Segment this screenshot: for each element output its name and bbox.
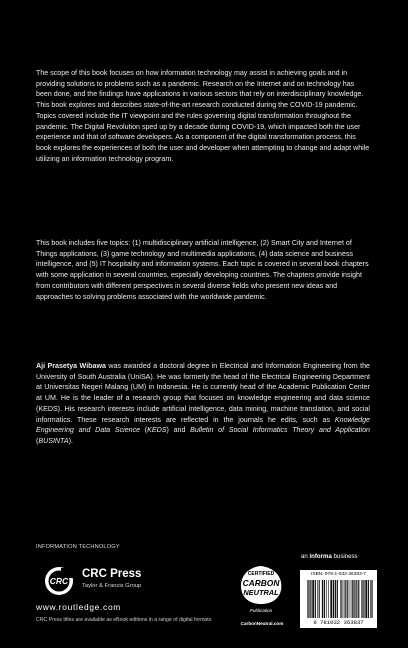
informa-tagline [301,553,358,560]
publisher-url: www.routledge.com [36,602,121,612]
svg-text:CRC: CRC [49,576,69,587]
journal-abbr-businta: BUSINTA [38,436,69,445]
crc-press-logo [44,566,74,596]
carbon-neutral-url: CarbonNeutral.com [240,621,284,626]
journal-abbr-keds: KEDS [147,426,167,435]
punctuation: ( [140,426,148,435]
description-paragraph-1: The scope of this book focuses on how information technology may assist in achieving goals and in providing solutions to problems such as a pandemic. Research on the Internet and on technology has been done, and the findings have applications in various sectors that rely on interdisciplinary knowledge. This book explores and describes state-of-the-art research conducted during the COVID-19 pandemic. Topics covered include the IT viewpoint and the rules governing digital transformation throughout the pandemic. The Digital Revolution sped up by a decade during COVID-19, which impacted both the user experience and that of software developers. As a component of the digital transformation process, this book explores the experiences of both the user and developer when attempting to change and adapt while utilizing an information technology program. [36,69,370,163]
svg-text:CARBON: CARBON [242,578,280,588]
carbon-neutral-logo [236,564,286,618]
informa-brand: informa [309,553,332,560]
svg-text:CERTIFIED: CERTIFIED [247,571,275,577]
author-bio-text: was awarded a doctoral degree in Electrical and Information Engineering from the University of South Australia (UniSA). He was formerly the head of the Electrical Engineering Department at Universitas Negeri Malang (UM) in Indonesia. He is currently head of the Academic Publication Center at UM. He is the leader of a research group that focuses on knowledge engineering and data science (KEDS). His research interests include artificial intelligence, data mining, machine translation, and social informatics. These research interests are reflected in the journals he edits, such as [36,362,370,424]
isbn-label: ISBN: 978-1-032-36383-7 [311,572,366,577]
punctuation: ) and [166,426,191,435]
description-paragraph-2: This book includes five topics: (1) multidisciplinary artificial intelligence, (2) Smart City and Internet of Things applications, (3) game technology and multimedia applications, (4) data science and business intelligence, and (5) IT hospitality and information systems. Each topic is covered in several book chapters with some application in several countries, especially developing countries. The chapters provide insight from contributors with different perspectives in several diverse fields who present new ideas and approaches to solving problems associated with the worldwide pandemic. [36,239,369,301]
publisher-group: Taylor & Francis Group [82,583,142,589]
barcode-number: 9 781032 363837 [313,619,364,626]
journal-title-businta: Bulletin of Social Informatics Theory and Application [190,426,370,435]
informa-prefix: an [301,553,310,560]
publisher-name: CRC Press [82,568,142,580]
barcode [307,580,373,618]
punctuation: ( [36,436,39,445]
svg-text:Publication: Publication [249,608,273,613]
journal-title-keds: Knowledge Engineering and Data Science [36,415,370,435]
informa-suffix: business [331,553,358,560]
ebook-note: CRC Press titles are available as eBook editions in a range of digital formats [36,617,212,623]
author-name: Aji Prasetya Wibawa [36,362,106,370]
isbn-barcode-box [300,570,377,628]
punctuation: ). [68,436,73,445]
subject-category: INFORMATION TECHNOLOGY [36,544,120,550]
author-bio [36,361,370,447]
svg-text:NEUTRAL: NEUTRAL [243,588,279,597]
